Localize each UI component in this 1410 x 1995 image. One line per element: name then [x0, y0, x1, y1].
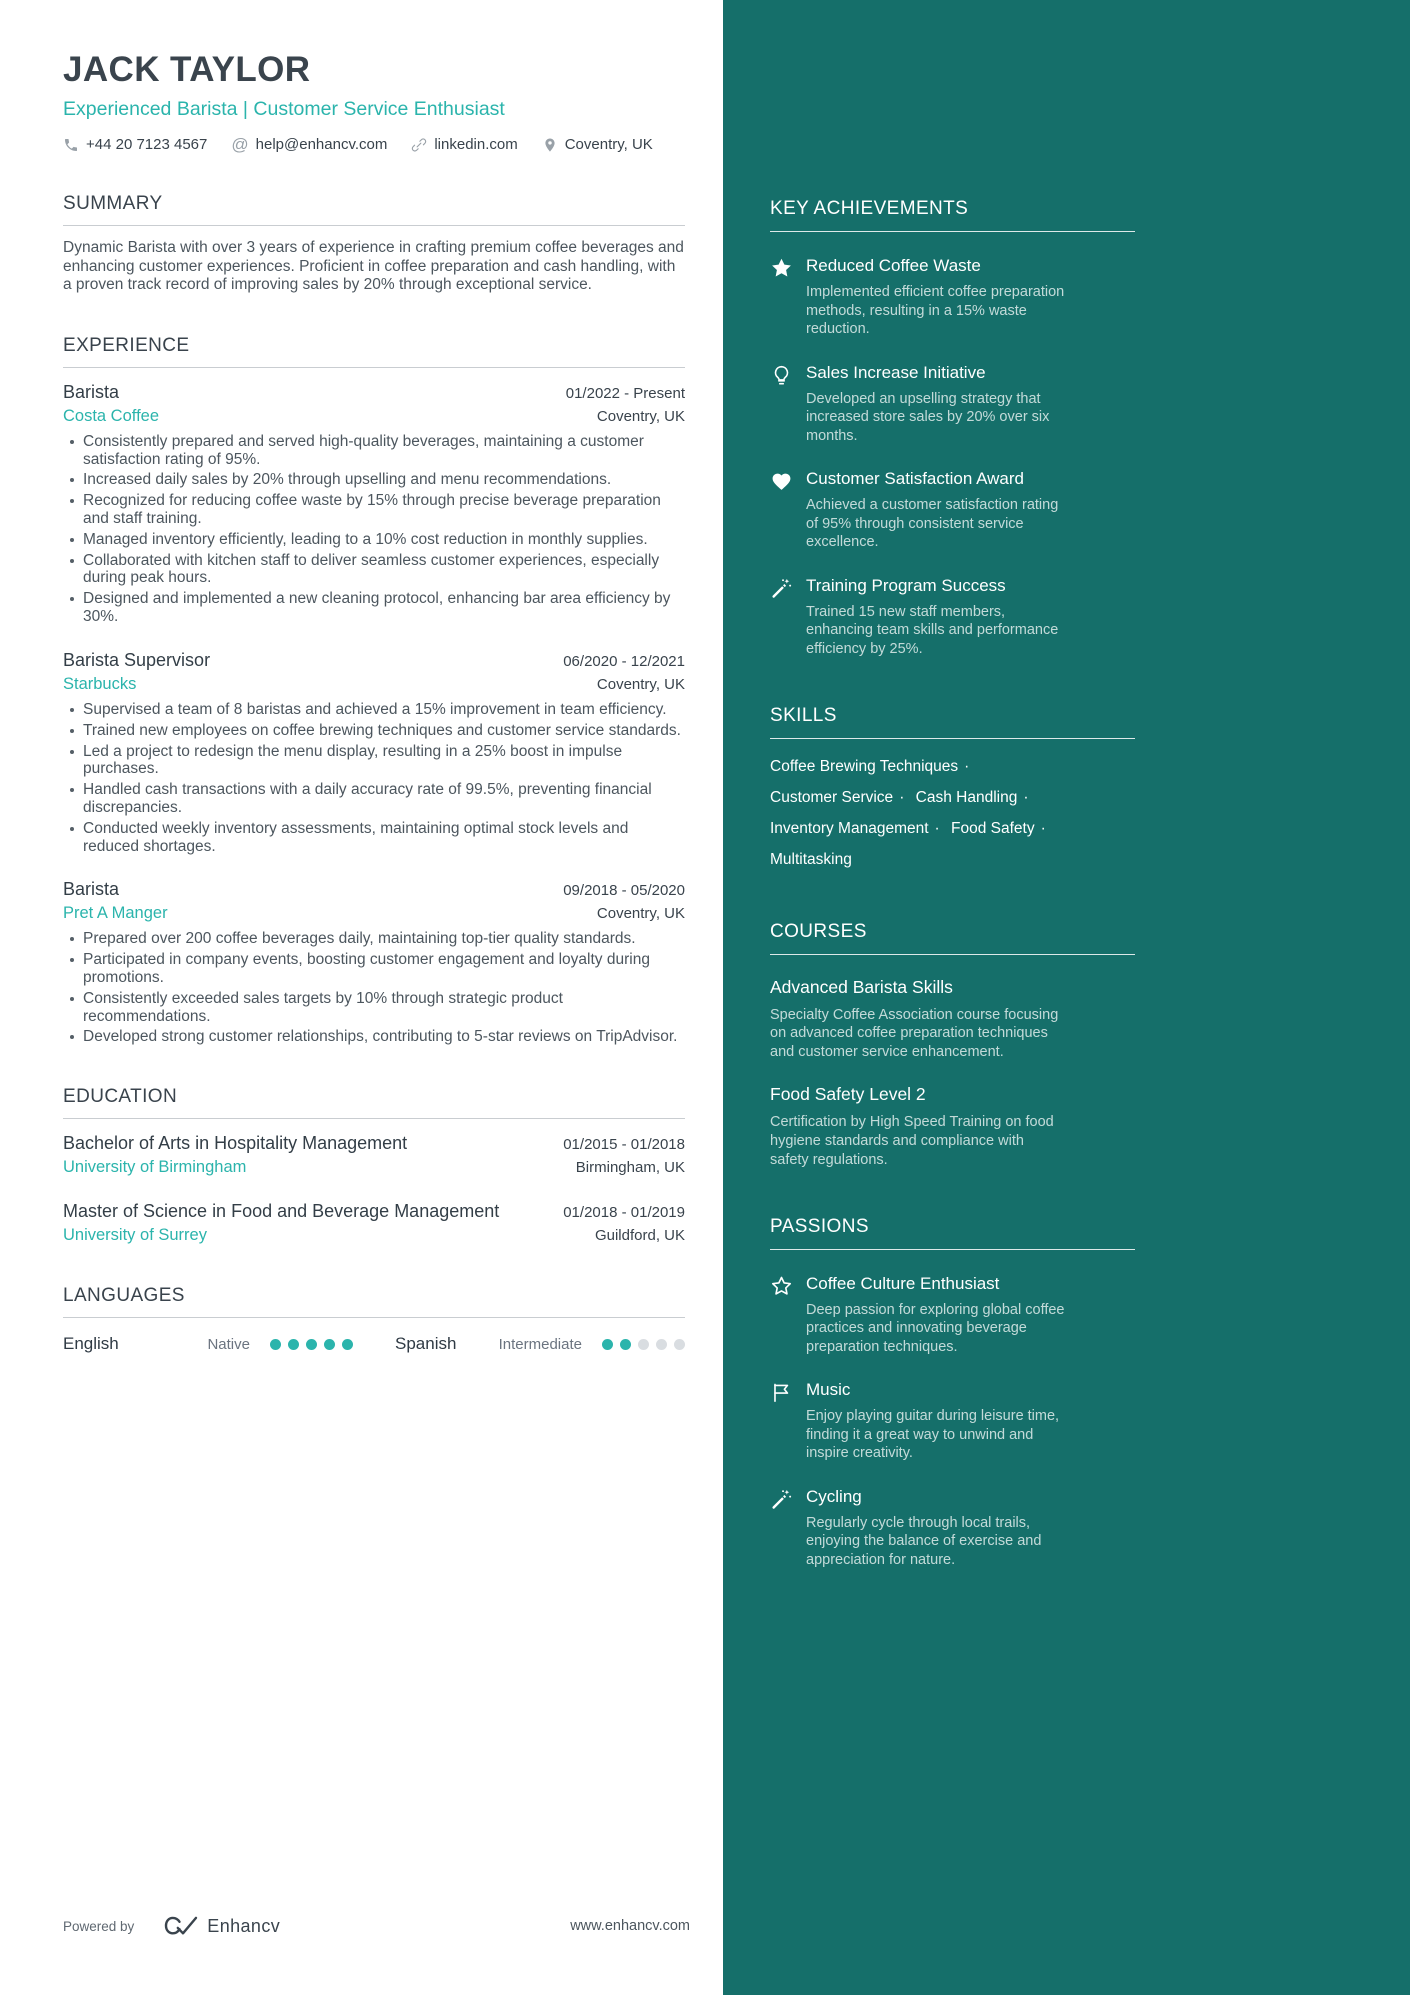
degree-row [63, 1133, 685, 1154]
proficiency-dots [270, 1339, 353, 1350]
experience-heading: EXPERIENCE [63, 335, 685, 368]
job-dates: 01/2022 - Present [565, 384, 685, 402]
skill-item [916, 782, 1036, 813]
language-name: English [63, 1334, 119, 1354]
job-bullet: Managed inventory efficiently, leading to a 10% cost reduction in monthly supplies. [63, 531, 685, 549]
experience-list [63, 382, 685, 1047]
achievement-text: Trained 15 new staff members, enhancing team skills and performance efficiency by 25%. [806, 603, 1059, 658]
skill-separator-dot: · [934, 819, 940, 837]
skills-heading: SKILLS [770, 705, 1135, 739]
job-bullet: Participated in company events, boosting customer engagement and loyalty during promotions. [63, 951, 685, 987]
summary-section [63, 193, 685, 295]
email-address[interactable]: help@enhancv.com [255, 136, 388, 153]
job-company-row [63, 675, 685, 694]
skill-separator-dot: · [964, 757, 970, 775]
passion-item [770, 1380, 1135, 1463]
achievement-body [806, 363, 1066, 446]
passion-title: Music [806, 1380, 851, 1400]
person-headline: Experienced Barista | Customer Service Enthusiast [63, 98, 505, 120]
job-title: Barista [63, 381, 120, 402]
language-level: Intermediate [498, 1335, 582, 1353]
location-pin-icon [542, 137, 558, 153]
achievement-item [770, 469, 1135, 552]
passions-section [770, 1216, 1135, 1570]
achievement-body [806, 256, 1066, 339]
skill-separator-dot: · [899, 788, 905, 806]
passion-body [806, 1487, 1066, 1570]
job-bullet-list [63, 701, 685, 856]
job-company-row [63, 904, 685, 923]
contact-row [63, 136, 685, 153]
courses-heading: COURSES [770, 921, 1135, 955]
summary-heading: SUMMARY [63, 193, 685, 226]
job-bullet: Increased daily sales by 20% through upselling and menu recommendations. [63, 471, 685, 489]
job-bullet: Collaborated with kitchen staff to deliver seamless customer experiences, especially during peak hours. [63, 552, 685, 588]
achievement-text: Achieved a customer satisfaction rating of 95% through consistent service excellence. [806, 497, 1059, 551]
language-level: Native [207, 1335, 250, 1353]
contact-linkedin[interactable] [411, 136, 517, 153]
degree-row [63, 1201, 685, 1222]
achievement-title: Reduced Coffee Waste [806, 256, 981, 275]
achievement-item [770, 256, 1135, 339]
job-location: Coventry, UK [596, 905, 685, 923]
school-name: University of Birmingham [63, 1158, 247, 1177]
achievement-text: Implemented efficient coffee preparation methods, resulting in a 15% waste reduction. [806, 284, 1065, 338]
person-name: JACK TAYLOR [63, 50, 311, 89]
job-bullet: Consistently exceeded sales targets by 10% through strategic product recommendations. [63, 990, 685, 1026]
passions-list [770, 1274, 1135, 1570]
courses-list [770, 977, 1135, 1170]
skill-label: Multitasking [770, 850, 852, 868]
phone-number: +44 20 7123 4567 [86, 136, 208, 153]
education-section [63, 1086, 685, 1245]
magic-wand-icon [770, 577, 793, 600]
magic-wand-icon [770, 1488, 793, 1511]
skills-list [770, 751, 1070, 875]
skill-label: Coffee Brewing Techniques [770, 757, 959, 775]
achievement-item [770, 576, 1135, 659]
passion-body [806, 1380, 1066, 1463]
job-bullet: Prepared over 200 coffee beverages daily, maintaining top-tier quality standards. [63, 930, 685, 948]
passion-text: Enjoy playing guitar during leisure time, finding it a great way to unwind and inspire creativity. [806, 1408, 1060, 1462]
powered-by-label: Powered by [63, 1918, 135, 1934]
passion-title: Coffee Culture Enthusiast [806, 1273, 1000, 1293]
school-row [63, 1226, 685, 1245]
job-company-row [63, 407, 685, 426]
job-bullet: Supervised a team of 8 baristas and achieved a 15% improvement in team efficiency. [63, 701, 685, 719]
language-item [395, 1334, 685, 1354]
education-dates: 01/2015 - 01/2018 [563, 1136, 685, 1154]
education-heading: EDUCATION [63, 1086, 685, 1119]
job-bullet: Led a project to redesign the menu display, resulting in a 25% boost in impulse purchases. [63, 743, 685, 779]
dot-filled [270, 1339, 281, 1350]
flag-icon [770, 1381, 793, 1404]
job-location: Coventry, UK [596, 675, 685, 693]
languages-list [63, 1334, 685, 1354]
enhancv-logo-icon [164, 1915, 198, 1937]
resume-header [63, 50, 685, 153]
passions-heading: PASSIONS [770, 1216, 1135, 1250]
course-text: Specialty Coffee Association course focusing on advanced coffee preparation techniques and customer service enhancement. [770, 1006, 1059, 1061]
passion-text: Regularly cycle through local trails, enjoying the balance of exercise and appreciation for nature. [806, 1514, 1042, 1568]
at-icon: @ [231, 135, 249, 154]
skill-label: Inventory Management [770, 819, 929, 837]
achievement-item [770, 363, 1135, 446]
achievement-title: Training Program Success [806, 575, 1006, 595]
skill-label: Cash Handling [915, 788, 1018, 806]
courses-section [770, 921, 1135, 1170]
achievement-title: Sales Increase Initiative [806, 362, 986, 382]
degree-title: Master of Science in Food and Beverage Management [63, 1201, 500, 1222]
course-title: Advanced Barista Skills [770, 976, 953, 997]
job-title: Barista [63, 879, 120, 900]
education-list [63, 1133, 685, 1245]
achievement-body [806, 469, 1066, 552]
school-name: University of Surrey [63, 1226, 207, 1245]
course-item [770, 977, 1135, 1063]
skill-item [770, 782, 911, 813]
dot-empty [656, 1339, 667, 1350]
footer [63, 1915, 690, 1937]
job-bullet: Recognized for reducing coffee waste by 15% through precise beverage preparation and staff training. [63, 492, 685, 528]
contact-phone [63, 136, 207, 153]
lightbulb-icon [770, 364, 793, 387]
dot-empty [638, 1339, 649, 1350]
job-bullet: Conducted weekly inventory assessments, maintaining optimal stock levels and reduced shortages. [63, 820, 685, 856]
dot-filled [306, 1339, 317, 1350]
experience-item [63, 382, 685, 626]
job-bullet-list [63, 433, 685, 626]
achievement-text: Developed an upselling strategy that increased store sales by 20% over six months. [806, 390, 1050, 444]
job-dates: 09/2018 - 05/2020 [563, 882, 685, 900]
sidebar-column [723, 0, 1410, 1995]
language-item [63, 1334, 353, 1354]
skill-separator-dot: · [1023, 788, 1029, 806]
language-name: Spanish [395, 1334, 457, 1354]
linkedin-link[interactable]: linkedin.com [434, 136, 518, 153]
achievements-list [770, 256, 1135, 659]
star-icon [770, 257, 793, 280]
passion-text: Deep passion for exploring global coffee practices and innovating beverage preparation techniques. [806, 1301, 1065, 1355]
enhancv-brand[interactable] [164, 1915, 280, 1937]
passion-item [770, 1274, 1135, 1357]
dot-filled [342, 1339, 353, 1350]
course-item [770, 1084, 1135, 1170]
job-company: Starbucks [63, 674, 137, 693]
achievement-title: Customer Satisfaction Award [806, 469, 1024, 489]
key-achievements-heading: KEY ACHIEVEMENTS [770, 198, 1135, 232]
dot-filled [288, 1339, 299, 1350]
experience-item [63, 879, 685, 1046]
summary-text: Dynamic Barista with over 3 years of experience in crafting premium coffee beverages and enhancing customer experiences. Proficient in coffee preparation and cash handling, with a proven track record of improving sales by 20% through exceptional service. [63, 239, 684, 294]
course-text: Certification by High Speed Training on food hygiene standards and compliance with safety regulations. [770, 1114, 1054, 1168]
job-bullet-list [63, 930, 685, 1046]
job-title-row [63, 650, 685, 671]
skill-label: Customer Service [770, 788, 894, 806]
skill-item [770, 844, 852, 875]
job-location: Coventry, UK [596, 407, 685, 425]
dot-filled [602, 1339, 613, 1350]
job-title-row [63, 382, 685, 403]
phone-icon [63, 137, 79, 153]
passion-body [806, 1274, 1066, 1357]
skill-item [770, 751, 976, 782]
skills-section [770, 705, 1135, 875]
key-achievements-section [770, 198, 1135, 659]
skill-item [770, 813, 947, 844]
sidebar-content [770, 198, 1135, 1570]
school-location: Guildford, UK [594, 1227, 685, 1245]
course-title: Food Safety Level 2 [770, 1084, 926, 1105]
skill-separator-dot: · [1040, 819, 1046, 837]
enhancv-brand-name[interactable]: Enhancv [207, 1915, 281, 1936]
contact-location [542, 136, 653, 153]
education-item [63, 1201, 685, 1245]
languages-heading: LANGUAGES [63, 1285, 685, 1318]
school-row [63, 1158, 685, 1177]
job-dates: 06/2020 - 12/2021 [563, 652, 685, 670]
website-link[interactable]: www.enhancv.com [570, 1918, 690, 1934]
dot-empty [674, 1339, 685, 1350]
education-dates: 01/2018 - 01/2019 [563, 1204, 685, 1222]
job-bullet: Consistently prepared and served high-quality beverages, maintaining a customer satisfaction rating of 95%. [63, 433, 685, 469]
proficiency-dots [602, 1339, 685, 1350]
education-item [63, 1133, 685, 1177]
achievement-body [806, 576, 1066, 659]
link-icon [411, 137, 427, 153]
experience-item [63, 650, 685, 856]
job-company: Costa Coffee [63, 406, 160, 425]
skill-label: Food Safety [951, 819, 1035, 837]
degree-title: Bachelor of Arts in Hospitality Management [63, 1133, 408, 1154]
job-company: Pret A Manger [63, 904, 168, 923]
experience-section [63, 335, 685, 1047]
dot-filled [324, 1339, 335, 1350]
job-title-row [63, 879, 685, 900]
passion-item [770, 1487, 1135, 1570]
school-location: Birmingham, UK [575, 1159, 685, 1177]
star-outline-icon [770, 1275, 793, 1298]
contact-email[interactable] [231, 136, 387, 153]
skill-item [951, 813, 1053, 844]
job-title: Barista Supervisor [63, 649, 211, 670]
job-bullet: Developed strong customer relationships, contributing to 5-star reviews on TripAdvisor. [63, 1028, 685, 1046]
dot-filled [620, 1339, 631, 1350]
job-bullet: Handled cash transactions with a daily accuracy rate of 99.5%, preventing financial discrepancies. [63, 781, 685, 817]
location-text: Coventry, UK [564, 136, 653, 153]
heart-icon [770, 470, 793, 493]
job-bullet: Designed and implemented a new cleaning protocol, enhancing bar area efficiency by 30%. [63, 590, 685, 626]
languages-section [63, 1285, 685, 1354]
job-bullet: Trained new employees on coffee brewing techniques and customer service standards. [63, 722, 685, 740]
passion-title: Cycling [806, 1486, 862, 1506]
